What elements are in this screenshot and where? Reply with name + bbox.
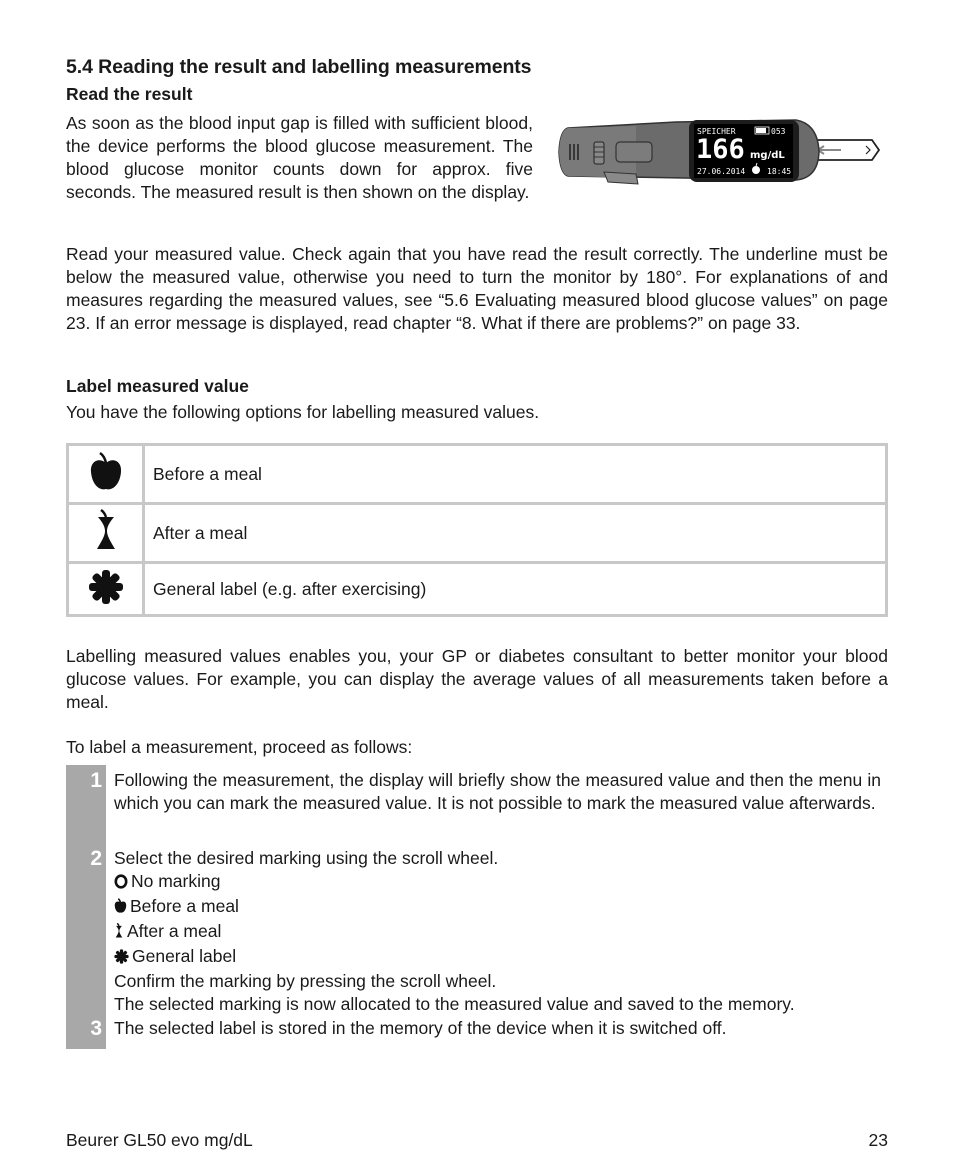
option-before-meal bbox=[114, 895, 881, 920]
star-icon bbox=[68, 563, 144, 616]
screen-value: 166 bbox=[696, 134, 745, 165]
apple-icon bbox=[68, 445, 144, 504]
section-title: 5.4 Reading the result and labelling measurements bbox=[66, 56, 532, 78]
table-row bbox=[68, 445, 887, 504]
option-general-label bbox=[114, 945, 881, 970]
label-options-table bbox=[66, 443, 888, 617]
step-number-1: 1 bbox=[90, 769, 102, 792]
read-result-intro: As soon as the blood input gap is filled with sufficient blood, the device performs the blood glucose measurement. The blood glucose monitor counts down for approx. five seconds. The measured result is then shown on the display. bbox=[66, 113, 533, 202]
option-after-meal bbox=[114, 920, 881, 945]
screen-unit: mg/dL bbox=[750, 150, 785, 161]
step-2-text: Select the desired marking using the scroll wheel. bbox=[114, 848, 499, 868]
steps-intro: To label a measurement, proceed as follows: bbox=[66, 737, 413, 757]
table-row bbox=[68, 504, 887, 563]
apple-icon bbox=[114, 897, 127, 920]
step-number-2: 2 bbox=[90, 847, 102, 870]
label-general: General label (e.g. after exercising) bbox=[144, 563, 887, 616]
apple-core-icon bbox=[114, 922, 124, 945]
scroll-wheel-icon bbox=[594, 142, 604, 164]
step-2-saved: The selected marking is now allocated to the measured value and saved to the memory. bbox=[114, 994, 795, 1014]
label-section-intro: You have the following options for labelling measured values. bbox=[66, 402, 540, 422]
step-2-confirm: Confirm the marking by pressing the scroll wheel. bbox=[114, 971, 497, 991]
labelling-paragraph: Labelling measured values enables you, your GP or diabetes consultant to better monitor your blood glucose values. For example, you can display the average values of all measurements taken before a meal. bbox=[66, 646, 888, 712]
star-icon bbox=[114, 947, 129, 970]
option-label: Before a meal bbox=[130, 896, 239, 916]
screen-date: 27.06.2014 bbox=[697, 167, 746, 176]
steps-sidebar bbox=[66, 765, 106, 1049]
table-row bbox=[68, 563, 887, 616]
read-result-heading: Read the result bbox=[66, 84, 193, 104]
device-button bbox=[616, 142, 652, 162]
apple-core-icon bbox=[68, 504, 144, 563]
step-1-text: Following the measurement, the display will briefly show the measured value and then the menu in which you can mark the measured value. It is not possible to mark the measured value afterwards. bbox=[114, 770, 881, 813]
option-no-marking bbox=[114, 870, 881, 895]
option-label: After a meal bbox=[127, 921, 222, 941]
label-after-meal: After a meal bbox=[144, 504, 887, 563]
page-number: 23 bbox=[868, 1130, 888, 1150]
step-2-block bbox=[114, 847, 881, 1016]
screen-time: 18:45 bbox=[767, 167, 792, 176]
label-before-meal: Before a meal bbox=[144, 445, 887, 504]
screen-memory-number: 053 bbox=[771, 127, 786, 136]
step-number-3: 3 bbox=[90, 1017, 102, 1040]
screen-memory-label: SPEICHER bbox=[697, 127, 736, 136]
step-3-text: The selected label is stored in the memory of the device when it is switched off. bbox=[114, 1018, 727, 1038]
glucose-meter-illustration bbox=[556, 112, 886, 197]
circle-icon bbox=[114, 872, 128, 895]
footer-product: Beurer GL50 evo mg/dL bbox=[66, 1130, 253, 1150]
label-section-heading: Label measured value bbox=[66, 376, 249, 396]
read-result-paragraph: Read your measured value. Check again that you have read the result correctly. The underline must be below the measured value, otherwise you need to turn the monitor by 180°. For explanations of and measures regarding the measured values, see “5.6 Evaluating measured blood glucose values” on page 23. If an error message is displayed, read chapter “8. What if there are problems?” on page 33. bbox=[66, 244, 888, 333]
option-label: General label bbox=[132, 946, 237, 966]
option-label: No marking bbox=[131, 871, 221, 891]
